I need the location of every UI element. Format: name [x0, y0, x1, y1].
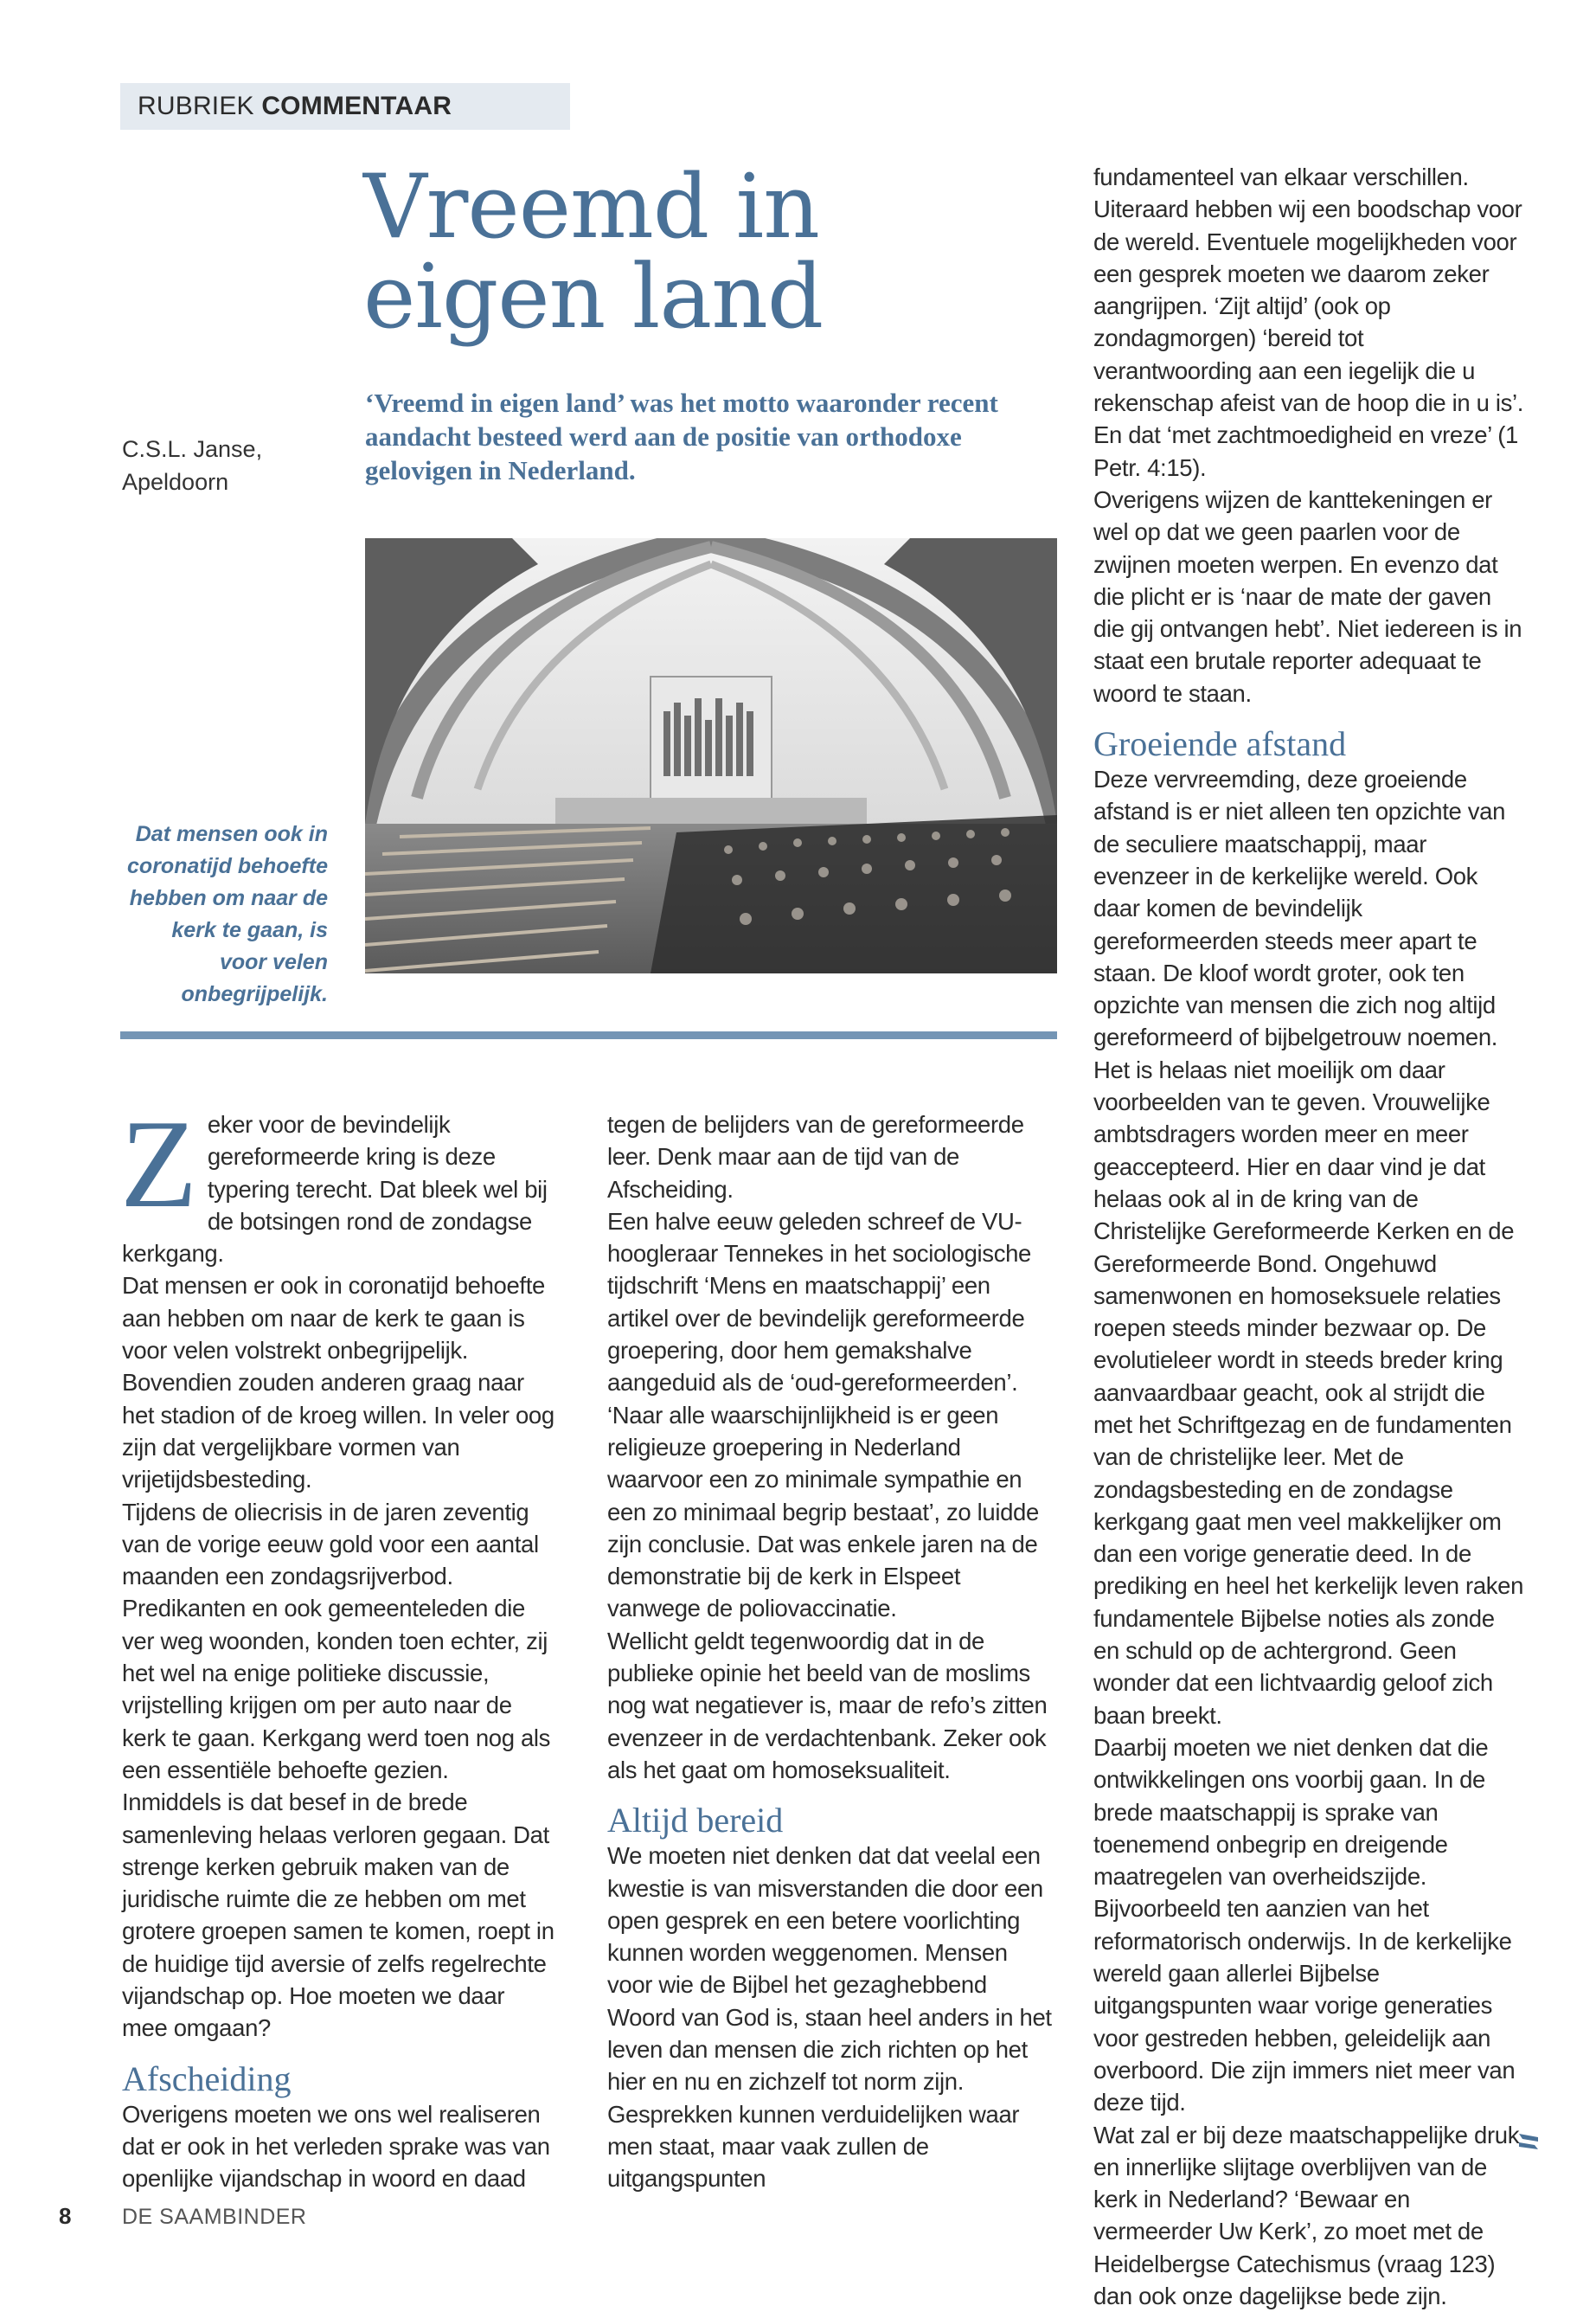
- subheading-afscheiding: Afscheiding: [122, 2058, 292, 2098]
- subheading-altijd-bereid: Altijd bereid: [607, 1801, 784, 1840]
- author-place: Apeldoorn: [122, 469, 229, 495]
- church-interior-photo: [365, 538, 1057, 973]
- paragraph-text: eker voor de bevindelijk gereformeerde kring is deze typering terecht. Dat bleek wel bij de botsingen rond de zondagse kerkgang.: [122, 1111, 548, 1268]
- section-divider: [120, 1031, 1057, 1039]
- author-name: C.S.L. Janse,: [122, 436, 263, 462]
- rubric-title: COMMENTAAR: [261, 92, 452, 120]
- paragraph: Dat mensen er ook in coronatijd behoefte aan hebben om naar de kerk te gaan is voor velen volstrekt onbegrijpelijk. Bovendien zouden anderen graag naar het stadion of de kroeg willen. In veler oog zijn dat vergelijkbare vormen van vrijetijdsbesteding.: [122, 1272, 554, 1493]
- paragraph: Een halve eeuw geleden schreef de VU-hoogleraar Tennekes in het sociologische tijdschrift ‘Mens en maatschappij’ een artikel over de bevindelijk gereformeerde groepering, door hem gemakshalve aangeduid als de ‘oud-gereformeerden’. ‘Naar alle waarschijnlijkheid is er geen religieuze groepering in Nederland waarvoor een zo minimale sympathie en een zo minimaal begrip bestaat’, zo luidde zijn conclusie. Dat was enkele jaren na de demonstratie bij de kerk in Elspeet vanwege de poliovaccinatie.: [607, 1207, 1039, 1622]
- article-title: [363, 156, 848, 349]
- paragraph: [120, 1094, 554, 1269]
- paragraph: fundamenteel van elkaar verschillen. Uiteraard hebben wij een boodschap voor de wereld. Eventuele mogelijkheden voor een gesprek moeten we daarom zeker aangrijpen. ‘Zijt altijd’ (ook op zondagmorgen) ‘bereid tot verantwoording aan een iegelijk die u rekenschap afeist van de hoop die in u is’. En dat ‘met zachtmoedigheid en vreze’ (1 Petr. 4:15).: [1093, 164, 1524, 481]
- paragraph: Deze vervreemding, deze groeiende afstand is er niet alleen ten opzichte van de seculiere maatschappij, maar evenzeer in de kerkelijke wereld. Ook daar komen de bevindelijk gereformeerden steeds meer apart te staan. De kloof wordt groter, ook ten opzichte van mensen die zich nog altijd gereformeerd of bijbelgetrouw noemen. Het is helaas niet moeilijk om daar voorbeelden van te geven. Vrouwelijke ambtsdragers worden meer en meer geaccepteerd. Hier en daar vind je dat helaas ook al in de kring van de Christelijke Gereformeerde Kerken en de Gereformeerde Bond. Ongehuwd samenwonen en homoseksuele relaties roepen steeds minder bezwaar op. De evolutieleer wordt in steeds breder kring aanvaardbaar geacht, ook al strijdt die met het Schriftgezag en de fundamenten van de christelijke leer. Met de zondagsbesteding en de zondagse kerkgang gaat men veel makkelijker om dan een vorige generatie deed. In de prediking en heel het kerkelijk leven raken fundamentele Bijbelse noties als zonde en schuld op de achtergrond. Geen wonder dat een lichtvaardig geloof zich baan breekt.: [1093, 766, 1524, 1729]
- paragraph: tegen de belijders van de gereformeerde leer. Denk maar aan de tijd van de Afscheiding.: [607, 1111, 1024, 1203]
- paragraph: Inmiddels is dat besef in de brede samenleving helaas verloren gegaan. Dat strenge kerken gebruik maken van de juridische ruimte die ze hebben om met grotere groepen samen te komen, roept in de huidige tijd aversie of zelfs regelrechte vijandschap op. Hoe moeten we daar mee omgaan?: [122, 1789, 554, 2042]
- paragraph: Overigens wijzen de kanttekeningen er wel op dat we geen paarlen voor de zwijnen moeten werpen. En evenzo dat die plicht er is ‘naar de mate der gaven die gij ontvangen hebt’. Niet iedereen is in staat een brutale reporter adequaat te woord te staan.: [1093, 485, 1522, 707]
- author-byline: [122, 433, 338, 498]
- paragraph: Wat zal er bij deze maatschappelijke druk en innerlijke slijtage overblijven van de kerk in Nederland? ‘Bewaar en vermeerder Uw Kerk’, zo moet met de Heidelbergse Catechismus (vraag 123) dan ook onze dagelijkse bede zijn.: [1093, 2121, 1520, 2309]
- body-column-1: [120, 1094, 554, 2195]
- title-line-2: eigen land: [363, 246, 824, 349]
- body-column-3: [1093, 161, 1526, 2312]
- subheading-groeiende-afstand: Groeiende afstand: [1093, 724, 1347, 764]
- rubric-prefix: RUBRIEK: [138, 92, 254, 120]
- end-mark-icon: [1516, 2130, 1542, 2153]
- paragraph: Wellicht geldt tegenwoordig dat in de publieke opinie het beeld van de moslims nog wat negatiever is, maar de refo’s zitten evenzeer in de verdachtenbank. Zeker ook als het gaat om homoseksualiteit.: [607, 1627, 1048, 1783]
- magazine-name: DE SAAMBINDER: [122, 2205, 307, 2229]
- article-lead: ‘Vreemd in eigen land’ was het motto waaronder recent aandacht besteed werd aan de positie van orthodoxe gelovigen in Nederland.: [365, 388, 998, 485]
- paragraph: Daarbij moeten we niet denken dat die ontwikkelingen ons voorbij gaan. In de brede maatschappij is sprake van toenemend onbegrip en dreigende maatregelen van overheidszijde. Bijvoorbeeld ten aanzien van het reformatorisch onderwijs. In de kerkelijke wereld gaan allerlei Bijbelse uitgangspunten waar vorige generaties voor gestreden hebben, geleidelijk aan overboord. Die zijn immers niet meer van deze tijd.: [1093, 1733, 1516, 2116]
- body-column-2: [607, 1108, 1057, 2195]
- title-line-1: Vreemd in: [363, 156, 819, 259]
- paragraph: Overigens moeten we ons wel realiseren dat er ook in het verleden sprake was van openlijke vijandschap in woord en daad: [122, 2100, 550, 2193]
- paragraph: We moeten niet denken dat dat veelal een kwestie is van misverstanden die door een open gesprek en een betere voorlichting kunnen worden weggenomen. Mensen voor wie de Bijbel het gezaghebbend Woord van God is, staan heel anders in het leven dan mensen die zich richten op het hier en nu en zichzelf tot norm zijn. Gesprekken kunnen verduidelijken waar men staat, maar vaak zullen de uitgangspunten: [607, 1842, 1052, 2193]
- pull-quote: Dat mensen ook in coronatijd behoefte hebben om naar de kerk te gaan, is voor velen onbegrijpelijk.: [127, 822, 328, 1006]
- page-number: 8: [59, 2203, 72, 2229]
- rubric-label: [120, 83, 570, 130]
- paragraph: Tijdens de oliecrisis in de jaren zeventig van de vorige eeuw gold voor een aantal maanden een zondagsrijverbod. Predikanten en ook gemeenteleden die ver weg woonden, konden toen echter, zij het wel na enige politieke discussie, vrijstelling krijgen om per auto naar de kerk te gaan. Kerkgang werd toen nog als een essentiële behoefte gezien.: [122, 1498, 551, 1783]
- drop-cap: Z: [120, 1094, 197, 1234]
